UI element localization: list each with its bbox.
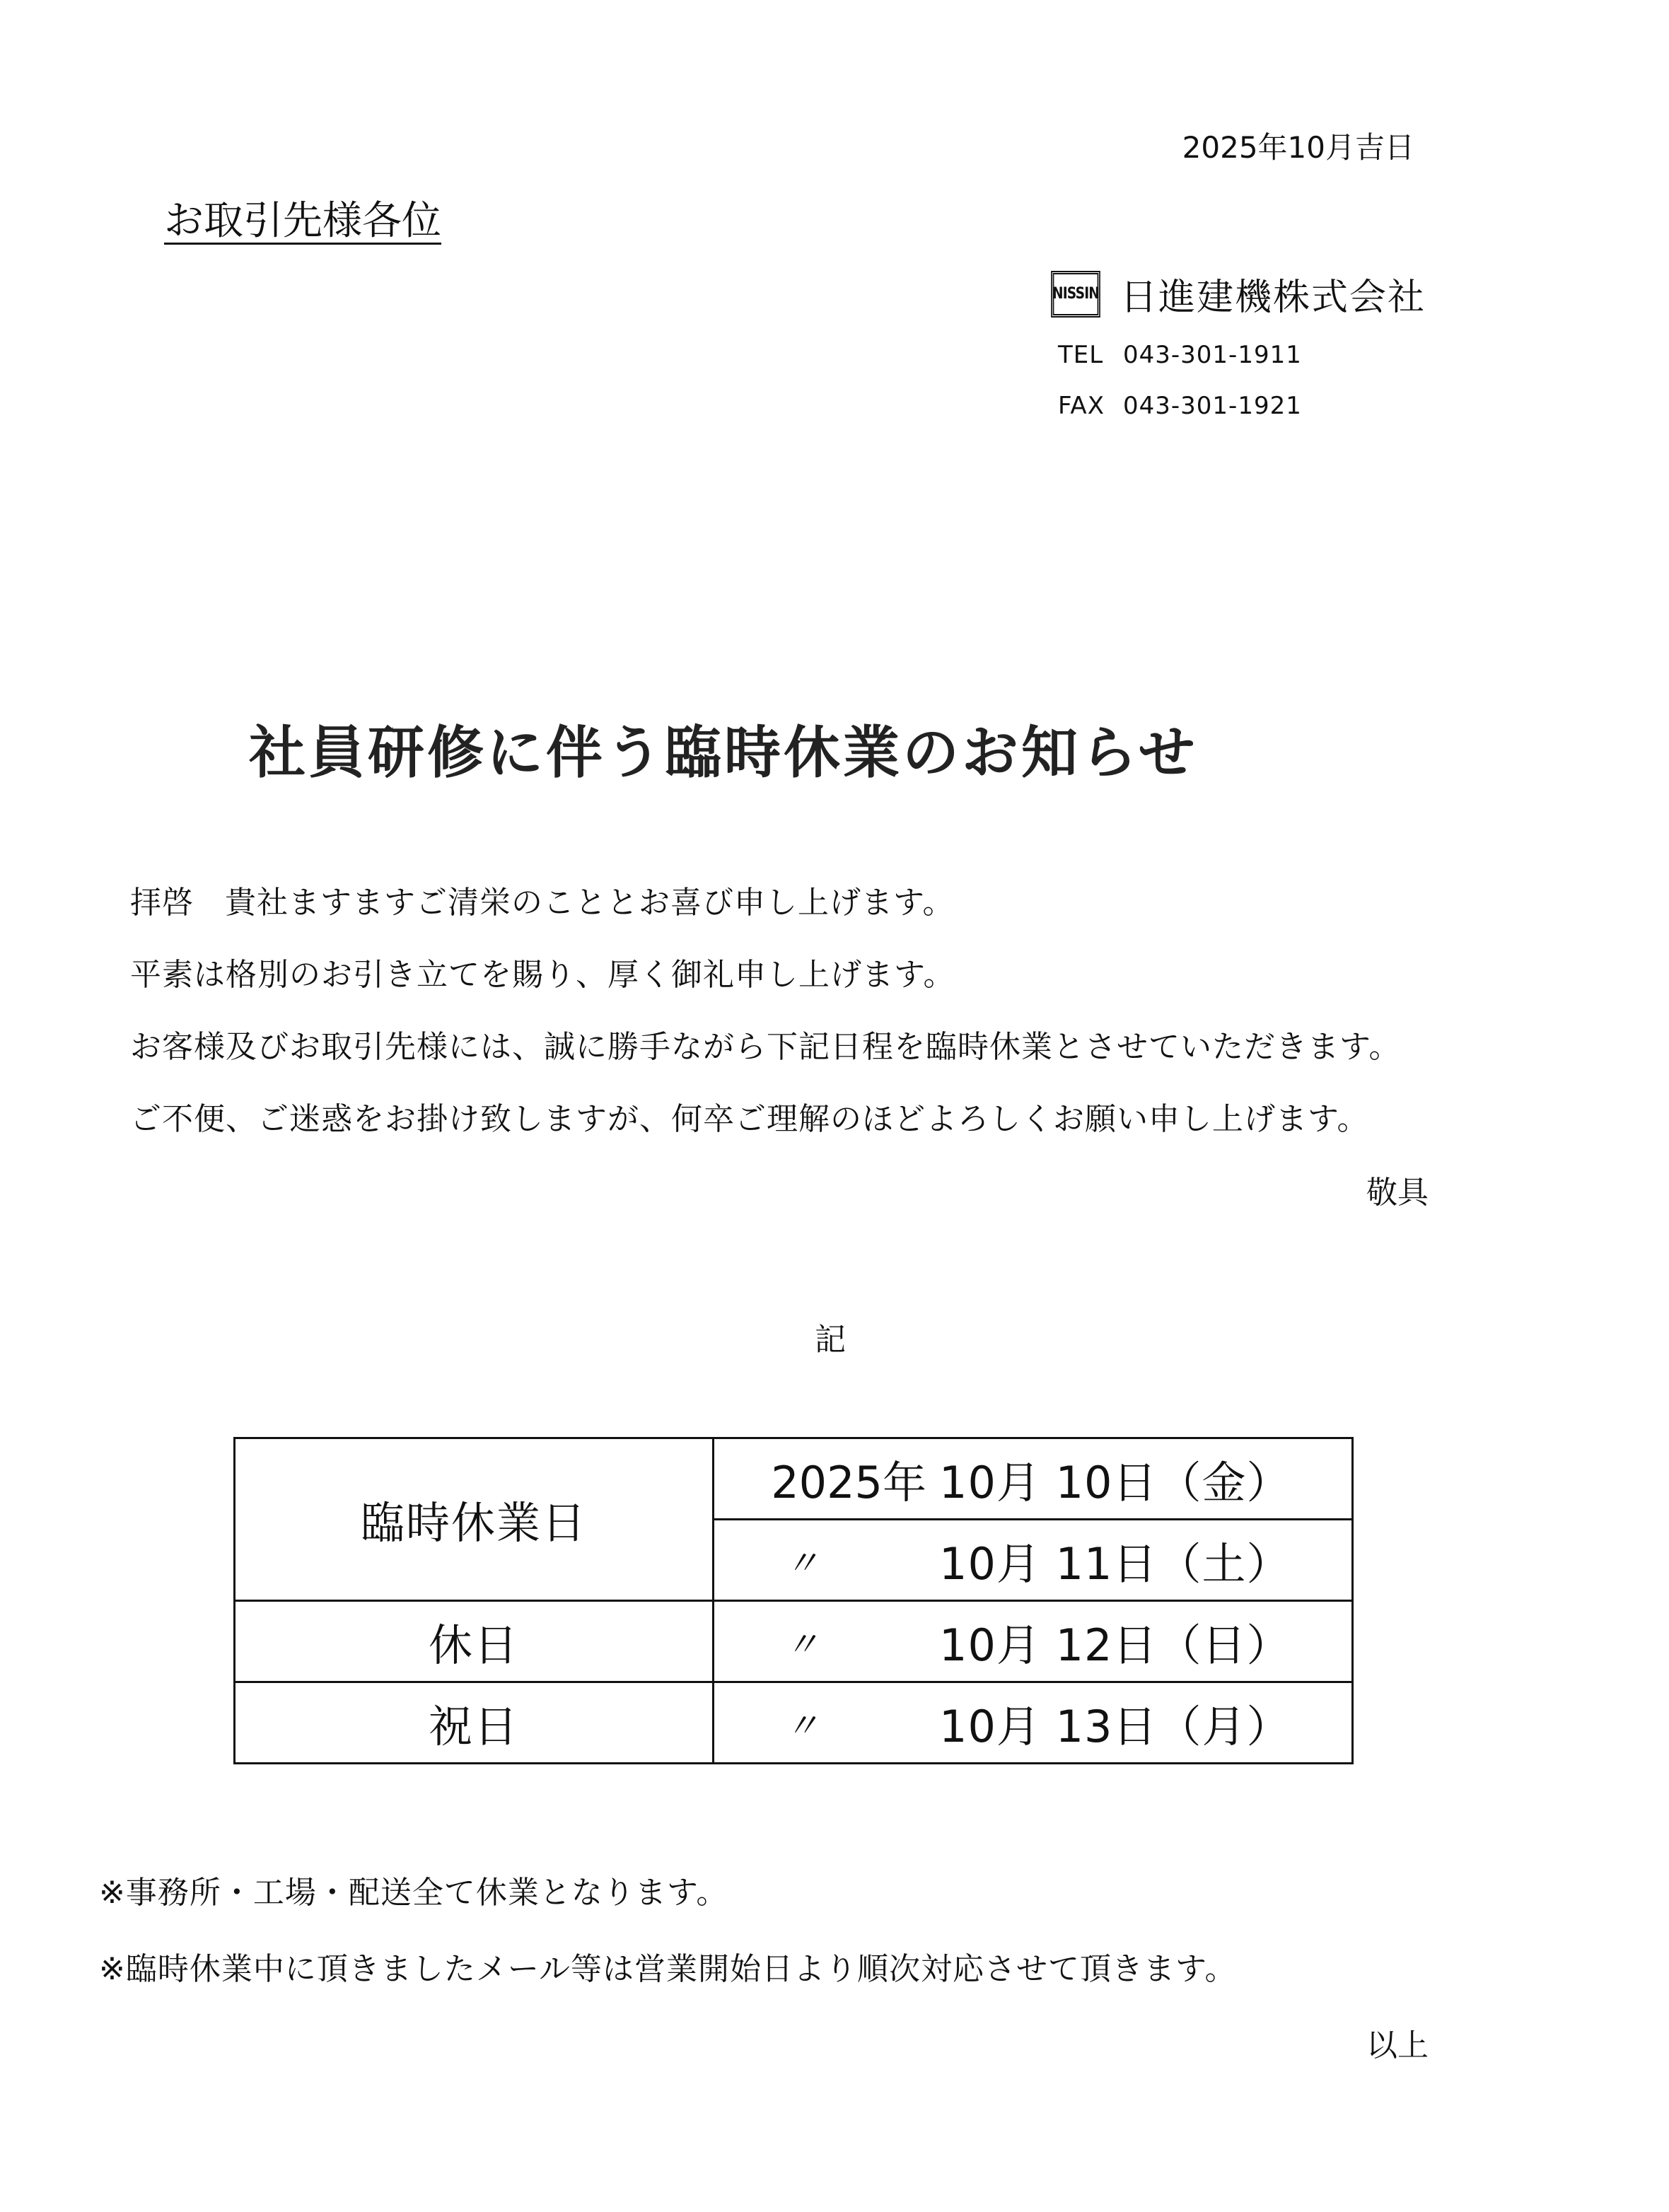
note-1: ※事務所・工場・配送全て休業となります。 [99,1875,728,1911]
table-row [235,1438,1353,1520]
date-text: 10月 10日（金） [939,1456,1291,1508]
date-text: 10月 11日（土） [939,1537,1291,1590]
year-text: 2025年 [771,1456,926,1508]
recipient: お取引先様各位 [164,198,441,244]
ditto-mark: 〃 [784,1543,819,1583]
company-logo: NISSIN [1051,271,1100,318]
closure-schedule-table [233,1437,1354,1764]
ditto-mark: 〃 [784,1624,819,1665]
closing-ijou: 以上 [1366,2027,1429,2063]
company-block [1047,267,1426,320]
fax-label: FAX [1058,392,1105,420]
greeting-text: 貴社ますますご清栄のこととお喜び申し上げます。 [225,885,955,921]
tel-number: 043-301-1911 [1123,341,1302,369]
closing-keigu: 敬具 [1366,1175,1429,1211]
date-cell [714,1682,1353,1764]
page-title: 社員研修に伴う臨時休業のお知らせ [249,720,1198,786]
ki-heading: 記 [815,1322,846,1358]
date-cell [714,1520,1353,1601]
body-line-1 [130,877,954,922]
fax-line [1058,392,1302,420]
tel-label: TEL [1058,341,1104,369]
label-cell-holiday: 休日 [235,1601,714,1682]
table-row [235,1682,1353,1764]
body-line-2: 平素は格別のお引き立てを賜り、厚く御礼申し上げます。 [130,957,955,993]
document-date: 2025年10月吉日 [1182,130,1414,165]
note-2: ※臨時休業中に頂きましたメール等は営業開始日より順次対応させて頂きます。 [99,1951,1237,1987]
body-line-3: お客様及びお取引先様には、誠に勝手ながら下記日程を臨時休業とさせていただきます。 [130,1029,1401,1065]
table-row [235,1601,1353,1682]
label-cell-national-holiday: 祝日 [235,1682,714,1764]
date-text: 10月 12日（日） [939,1619,1291,1671]
ditto-mark: 〃 [784,1706,819,1746]
greeting-opening: 拝啓 [130,885,194,921]
label-cell-temporary-closure: 臨時休業日 [235,1438,714,1601]
fax-number: 043-301-1921 [1123,392,1302,420]
tel-line [1058,341,1302,369]
date-cell [714,1438,1353,1520]
date-cell [714,1601,1353,1682]
company-name: 日進建機株式会社 [1120,276,1426,319]
date-text: 10月 13日（月） [939,1700,1291,1752]
body-line-4: ご不便、ご迷惑をお掛け致しますが、何卒ご理解のほどよろしくお願い申し上げます。 [130,1101,1369,1137]
